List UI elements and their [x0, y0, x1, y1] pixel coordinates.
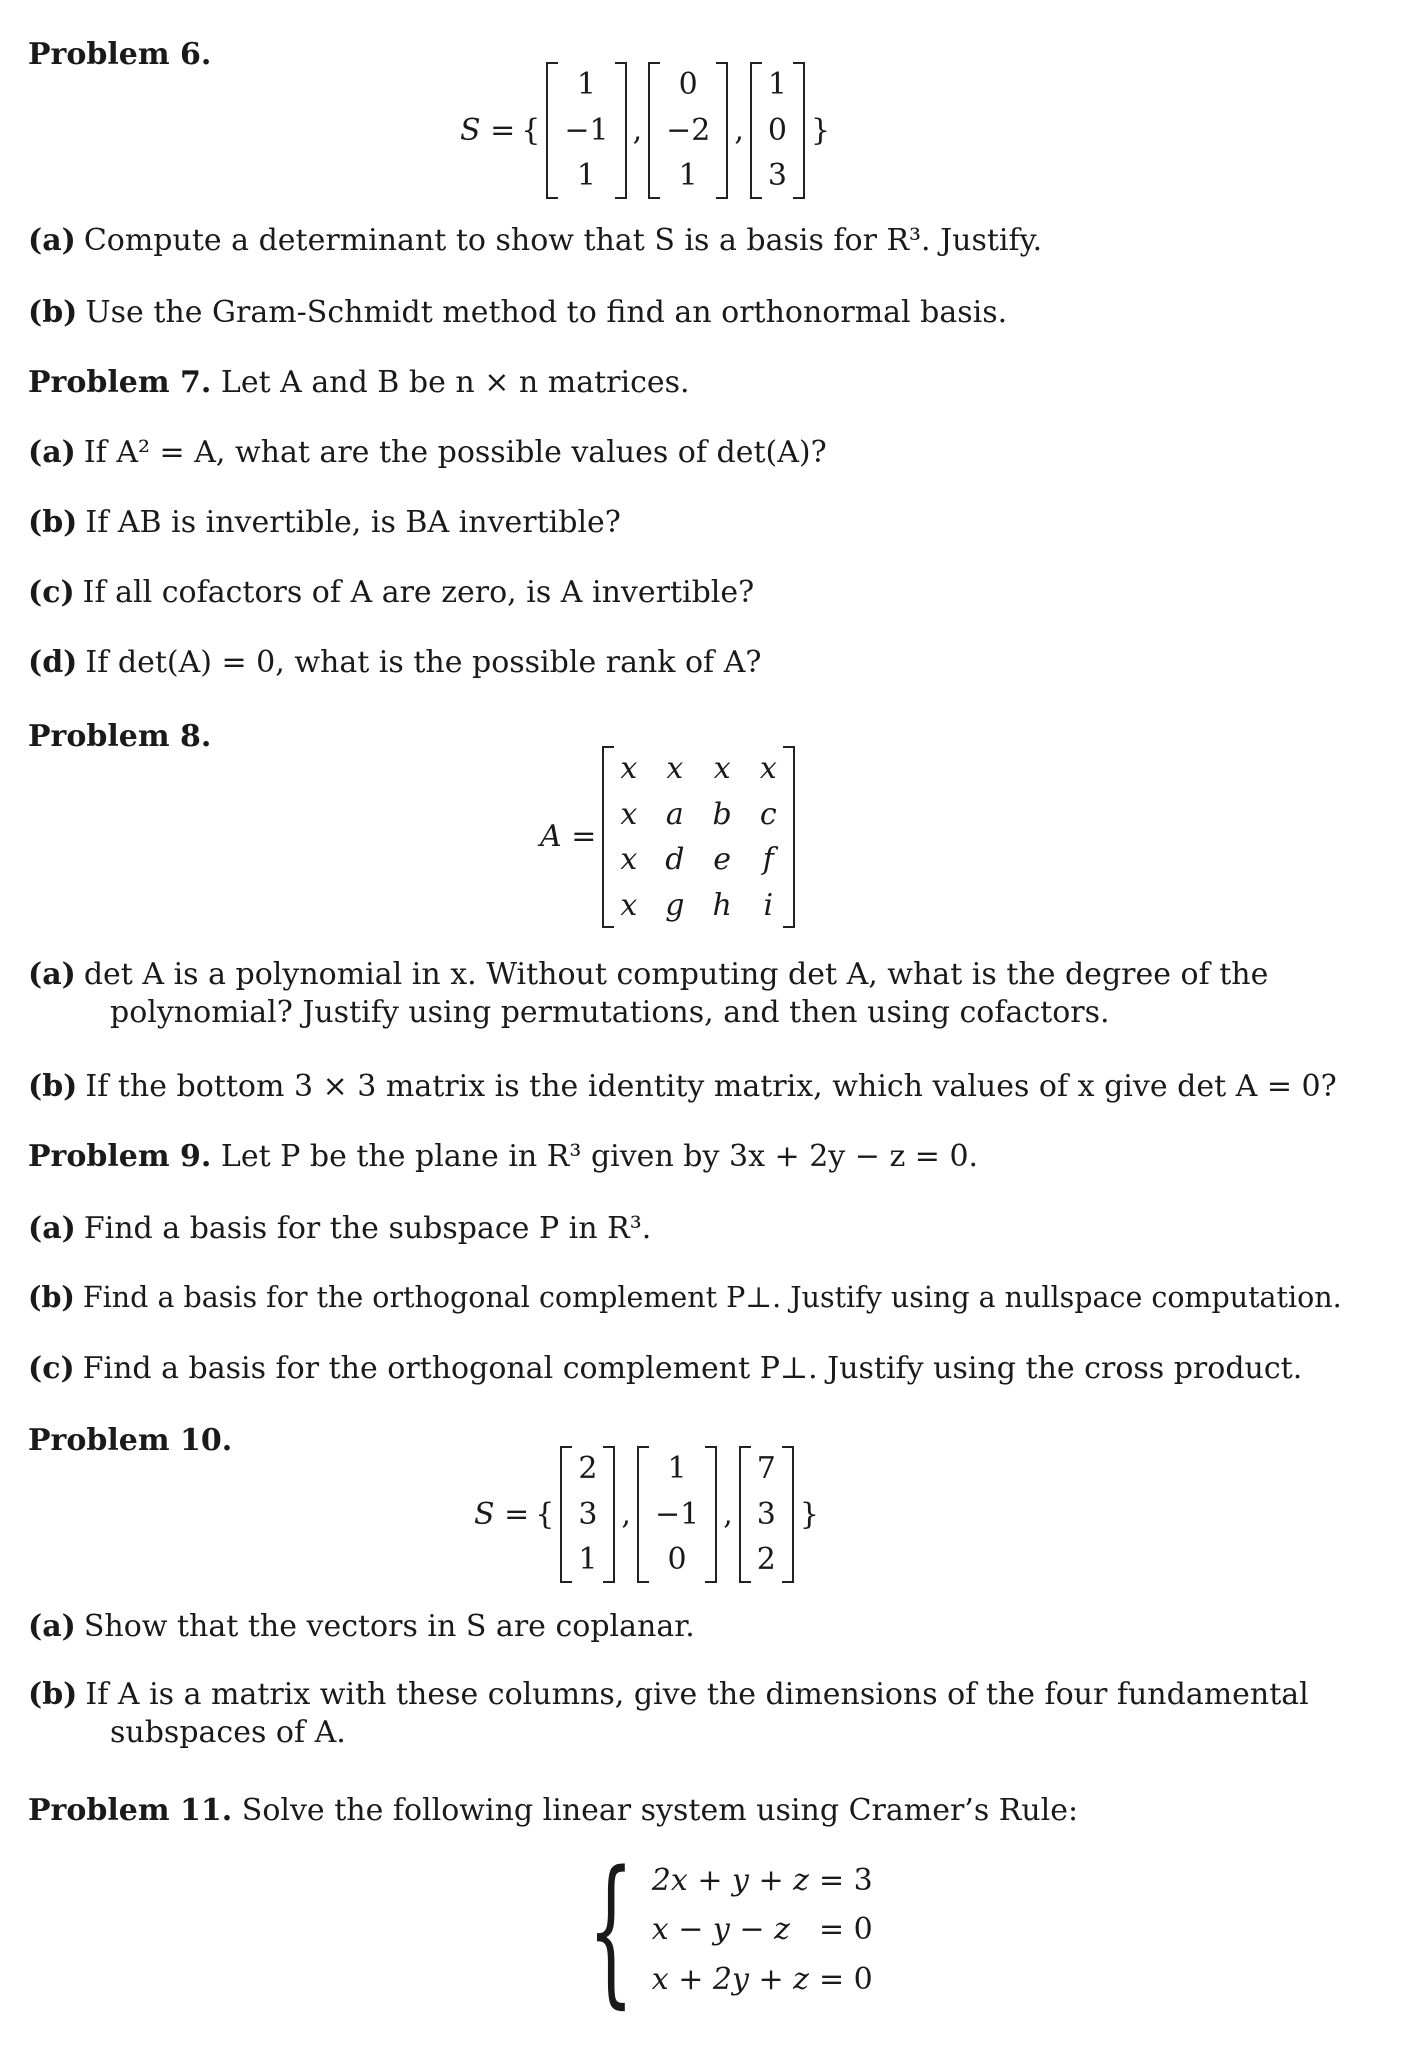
matrix-entry: a	[665, 796, 684, 832]
comma: ,	[734, 112, 744, 148]
matrix-entry: h	[712, 887, 732, 923]
problem-8-matrix	[540, 746, 795, 928]
problem-6-heading: Problem 6.	[28, 37, 212, 72]
problem-7b	[28, 504, 1378, 542]
part-label: (b)	[28, 505, 78, 540]
equation-row	[652, 1955, 883, 2005]
vector-entry: 1	[678, 158, 698, 193]
matrix-entry: x	[620, 796, 638, 832]
problem-11-system	[560, 1836, 883, 2023]
problem-9b	[28, 1280, 1378, 1316]
part-text: If AB is invertible, is BA invertible?	[85, 505, 621, 540]
part-label: (a)	[28, 957, 76, 992]
equation-lhs: x + 2y + z	[651, 1961, 809, 1997]
vector-entry: 3	[756, 1496, 776, 1532]
part-text: Compute a determinant to show that S is a basis for R³. Justify.	[83, 223, 1043, 258]
part-text: If A is a matrix with these columns, give the dimensions of the four fundamental subspaces of A.	[85, 1677, 1309, 1750]
vector-entry: 1	[767, 67, 787, 102]
vector-entry: −2	[666, 112, 711, 148]
vector-entry: 0	[767, 112, 787, 148]
equation-row	[652, 1856, 883, 1906]
part-text: Find a basis for the orthogonal complement P⊥. Justify using a nullspace computation.	[82, 1281, 1342, 1314]
close-brace: }	[810, 112, 831, 148]
problem-8-heading: Problem 8.	[28, 719, 212, 754]
part-text: If det(A) = 0, what is the possible rank of A?	[85, 645, 762, 680]
part-text: Find a basis for the orthogonal complement P⊥. Justify using the cross product.	[82, 1351, 1303, 1386]
problem-9a	[28, 1210, 1378, 1248]
part-text: Use the Gram-Schmidt method to find an orthonormal basis.	[85, 295, 1008, 330]
part-text: If all cofactors of A are zero, is A invertible?	[82, 575, 755, 610]
part-label: (a)	[28, 223, 76, 258]
matrix-entry: d	[665, 842, 685, 877]
vector-entry: 7	[756, 1451, 776, 1486]
vector-entry: 1	[578, 1542, 598, 1577]
problem-10b	[28, 1676, 1403, 1751]
part-label: (a)	[28, 1609, 76, 1644]
part-label: (b)	[28, 1280, 75, 1314]
vector-entry: −1	[654, 1496, 700, 1532]
set-label: S =	[474, 1496, 530, 1532]
vector-entry: 0	[667, 1542, 687, 1577]
part-label: (b)	[28, 295, 78, 330]
vector-1	[560, 1446, 615, 1583]
set-label: S =	[460, 112, 516, 148]
matrix-label: A =	[540, 819, 597, 855]
problem-11-heading: Problem 11.	[28, 1793, 233, 1828]
problem-7-intro: Let A and B be n × n matrices.	[220, 365, 690, 400]
vector-2	[648, 62, 728, 199]
vector-entry: 3	[578, 1496, 598, 1532]
matrix-entry: x	[666, 751, 684, 786]
vector-entry: 0	[678, 67, 698, 102]
matrix-entry: b	[712, 796, 732, 832]
part-text: If A² = A, what are the possible values of det(A)?	[83, 435, 827, 470]
comma: ,	[632, 112, 643, 148]
vector-3	[750, 62, 805, 199]
matrix-entry: f	[762, 842, 774, 877]
equation-rhs: = 0	[818, 1912, 873, 1948]
vector-3	[739, 1446, 794, 1583]
system-brace: {	[587, 1836, 634, 2023]
part-label: (b)	[28, 1677, 78, 1712]
vector-entry: 3	[767, 158, 787, 193]
part-text: If the bottom 3 × 3 matrix is the identity matrix, which values of x give det A = 0?	[85, 1069, 1337, 1104]
part-text: det A is a polynomial in x. Without computing det A, what is the degree of the polynomial? Justify using permutations, and then using cofactors.	[83, 957, 1269, 1030]
vector-entry: 1	[576, 158, 596, 193]
problem-6-set	[460, 62, 830, 199]
equation-rhs: = 0	[818, 1961, 873, 1997]
matrix-entry: x	[620, 751, 638, 786]
problem-7c	[28, 574, 1378, 612]
matrix-entry: x	[759, 751, 777, 786]
part-label: (a)	[28, 435, 76, 470]
vector-entry: 1	[576, 67, 596, 102]
problem-11-title	[28, 1792, 1378, 1830]
problem-7d	[28, 644, 1378, 682]
equation-row	[652, 1905, 883, 1955]
open-brace: {	[535, 1496, 555, 1532]
close-brace: }	[799, 1496, 819, 1532]
part-label: (b)	[28, 1069, 78, 1104]
matrix-entry: i	[763, 887, 774, 923]
problem-9-intro: Let P be the plane in R³ given by 3x + 2y − z = 0.	[220, 1139, 979, 1174]
part-label: (c)	[28, 1351, 75, 1386]
problem-9-title	[28, 1138, 1378, 1176]
matrix-entry: e	[713, 842, 732, 877]
matrix-entry: x	[713, 751, 731, 786]
problem-7-heading: Problem 7.	[28, 365, 212, 400]
problem-8b	[28, 1068, 1378, 1106]
open-brace: {	[521, 112, 541, 148]
vector-entry: 1	[667, 1451, 687, 1486]
problem-8a	[28, 956, 1403, 1031]
part-text: Show that the vectors in S are coplanar.	[83, 1609, 695, 1644]
equation-lhs: x − y − z	[651, 1912, 790, 1948]
problem-10-set	[474, 1446, 819, 1583]
part-label: (d)	[28, 645, 78, 680]
part-text: Find a basis for the subspace P in R³.	[83, 1211, 652, 1246]
part-label: (c)	[28, 575, 75, 610]
problem-9-heading: Problem 9.	[28, 1139, 212, 1174]
problem-10-heading: Problem 10.	[28, 1423, 233, 1458]
equation-lhs: 2x + y + z	[651, 1862, 809, 1898]
comma: ,	[723, 1496, 733, 1532]
problem-11-intro: Solve the following linear system using Cramer’s Rule:	[241, 1793, 1079, 1828]
matrix-entry: g	[665, 887, 685, 923]
part-label: (a)	[28, 1211, 76, 1246]
vector-1	[546, 62, 626, 199]
problem-6a	[28, 222, 1378, 260]
vector-entry: 2	[578, 1451, 598, 1486]
problem-10a	[28, 1608, 1378, 1646]
vector-entry: −1	[564, 112, 609, 148]
problem-9c	[28, 1350, 1378, 1388]
vector-2	[637, 1446, 717, 1583]
matrix-A	[602, 746, 794, 928]
matrix-entry: x	[620, 887, 638, 923]
problem-6b	[28, 294, 1378, 332]
problem-7-title	[28, 364, 1378, 402]
comma: ,	[621, 1496, 631, 1532]
matrix-entry: x	[620, 842, 638, 877]
equation-rhs: = 3	[818, 1862, 873, 1898]
problem-7a	[28, 434, 1378, 472]
vector-entry: 2	[756, 1542, 776, 1577]
matrix-entry: c	[759, 796, 777, 832]
